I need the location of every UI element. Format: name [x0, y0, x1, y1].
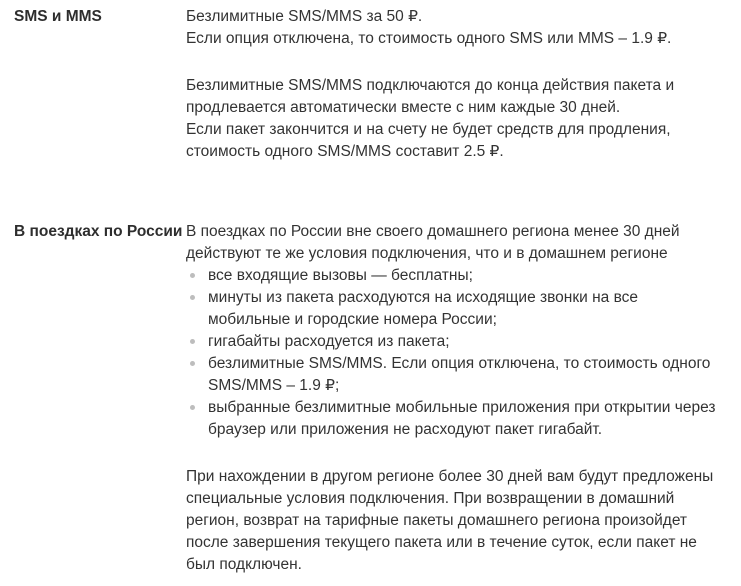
text-line: Безлимитные SMS/MMS за 50 ₽.: [186, 8, 423, 25]
section-content-sms-mms: [186, 6, 720, 163]
bullet-text: все входящие вызовы — бесплатны;: [208, 267, 473, 284]
bullet-dot-icon: [190, 339, 195, 344]
section-russia-trips: [14, 221, 727, 576]
bullet-item-unlimited-apps: [186, 397, 720, 441]
section-content-russia-trips: [186, 221, 720, 576]
paragraph-sms-price: [186, 6, 720, 50]
section-sms-mms: [14, 6, 727, 163]
bullet-text: гигабайты расходуется из пакета;: [208, 333, 450, 350]
text-line: Если опция отключена, то стоимость одного SMS или MMS – 1.9 ₽.: [186, 30, 672, 47]
text-line: Безлимитные SMS/MMS подключаются до конца действия пакета и продлевается автоматически вместе с ним каждые 30 дней.: [186, 77, 675, 116]
trip-conditions-list: [186, 265, 720, 441]
bullet-item-package-minutes: [186, 287, 720, 331]
bullet-text: минуты из пакета расходуются на исходящие звонки на все мобильные и городские номера России;: [208, 289, 639, 328]
bullet-item-incoming-calls: [186, 265, 720, 287]
section-label-sms-mms: SMS и MMS: [14, 8, 102, 25]
bullet-dot-icon: [190, 273, 195, 278]
bullet-text: выбранные безлимитные мобильные приложения при открытии через браузер или приложения не расходуют пакет гигабайт.: [208, 399, 716, 438]
section-label-russia-trips: В поездках по России: [14, 223, 183, 240]
text-line: Если пакет закончится и на счету не будет средств для продления, стоимость одного SMS/MMS составит 2.5 ₽.: [186, 121, 671, 160]
paragraph-trips-intro: В поездках по России вне своего домашнего региона менее 30 дней действуют те же условия подключения, что и в домашнем регионе: [186, 223, 680, 262]
bullet-item-gigabytes: [186, 331, 720, 353]
bullet-dot-icon: [190, 295, 195, 300]
paragraph-trips-outro: При нахождении в другом регионе более 30 дней вам будут предложены специальные условия подключения. При возвращении в домашний регион, возврат на тарифные пакеты домашнего региона произойдет после завершения текущего пакета или в течение суток, если пакет не был подключен.: [186, 468, 714, 573]
bullet-item-unlimited-sms: [186, 353, 720, 397]
bullet-dot-icon: [190, 361, 195, 366]
bullet-dot-icon: [190, 405, 195, 410]
bullet-text: безлимитные SMS/MMS. Если опция отключена, то стоимость одного SMS/MMS – 1.9 ₽;: [208, 355, 711, 394]
paragraph-sms-renewal: [186, 75, 720, 163]
